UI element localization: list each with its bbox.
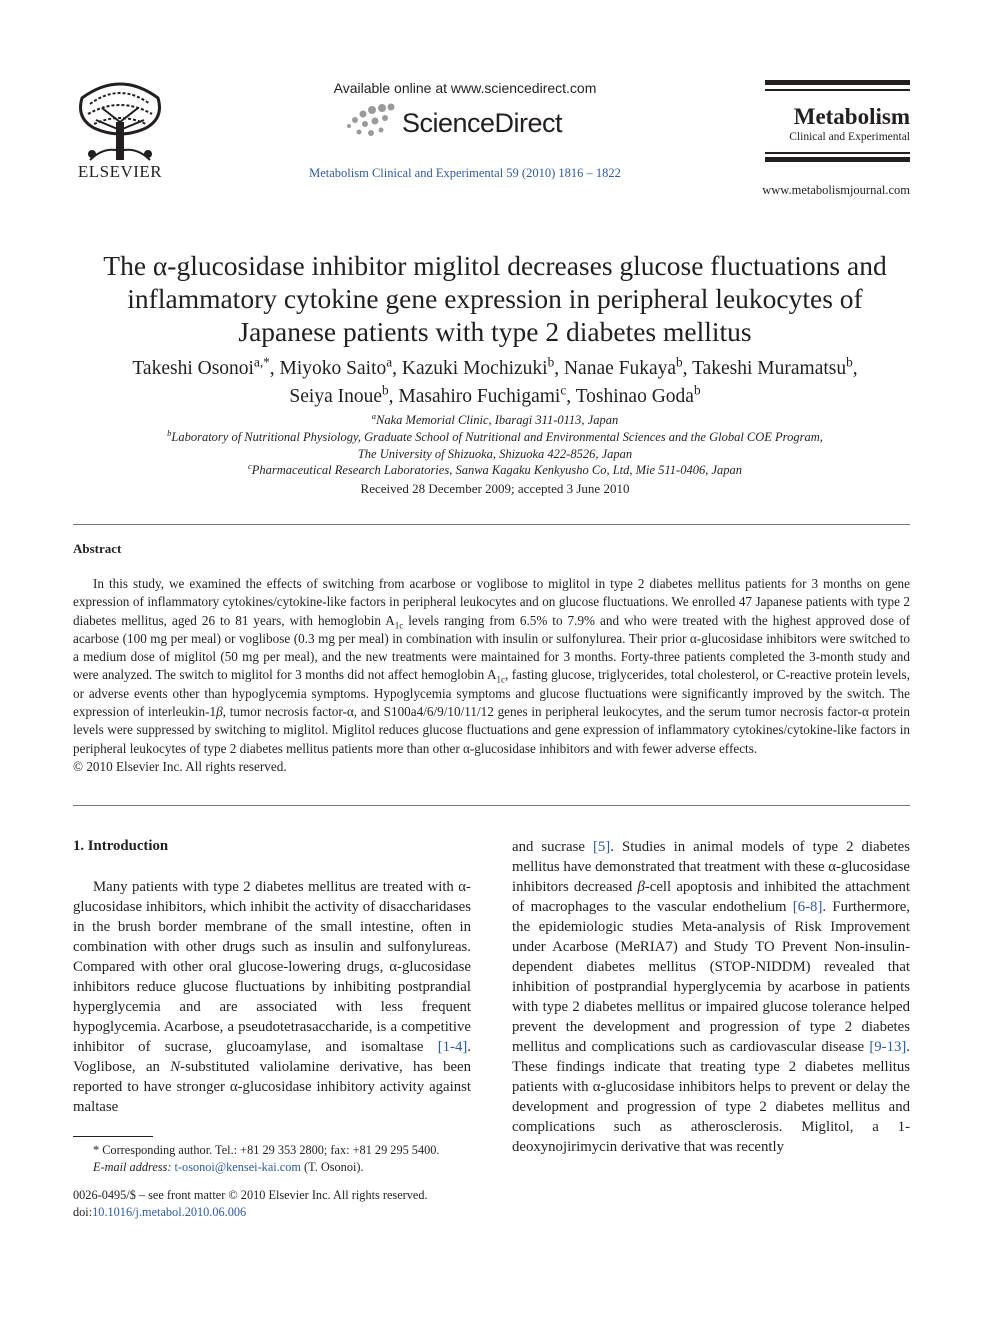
author-separator: , (388, 386, 399, 407)
body-text: . Furthermore, the epidemiologic studies Meta-analysis of Risk Improvement under Acarbose (MeRIA7) and Study TO Prevent Non-insulin-dependent diabetes mellitus (STOP-NIDDM) revealed that inhibition of postprandial hyperglycemia by acarbose in patients with type 2 diabetes mellitus or impaired glucose tolerance helped prevent the development and progression of type 2 diabetes mellitus and complications such as cardiovascular disease (512, 899, 911, 1055)
author-affil-mark: a (386, 354, 393, 370)
affil-mark: c (247, 460, 252, 471)
affil-text: Laboratory of Nutritional Physiology, Graduate School of Nutritional and Environmental Sciences and the Global COE Program, (171, 430, 823, 444)
author-name: Kazuki Mochizuki (401, 358, 548, 379)
body-text: -cell apoptosis and inhibited the attachment of macrophages to the vascular endothelium (512, 879, 910, 915)
greek-beta: β (216, 704, 223, 720)
doi-line (73, 1204, 493, 1221)
corresponding-author: * Corresponding author. Tel.: +81 29 353 2800; fax: +81 29 295 5400. (93, 1143, 440, 1157)
subscript: 1c (496, 675, 505, 686)
abstract-text: In this study, we examined the effects of switching from acarbose or voglibose to miglitol in type 2 diabetes mellitus patients for 3 months on gene expression of inflammatory cytokines/cytokine-like factors in peripheral leukocytes and on glucose fluctuations. We enrolled 47 Japanese patients with type 2 diabetes mellitus, aged 26 to 81 years, with hemoglobin A (73, 576, 910, 628)
body-text: -substituted valiolamine derivative, has been reported to have stronger α-glucosidase inhibitory activity against maltase (73, 1059, 471, 1115)
elsevier-wordmark: ELSEVIER (77, 162, 163, 181)
body-text: and sucrase (512, 839, 593, 855)
author-separator: , (392, 358, 402, 379)
divider (73, 805, 910, 806)
email-suffix: (T. Osonoi). (300, 1159, 364, 1174)
author-affil-mark: b (693, 382, 701, 398)
divider (73, 524, 910, 525)
abstract-copyright: © 2010 Elsevier Inc. All rights reserved. (73, 758, 287, 774)
abstract-paragraph (73, 575, 910, 758)
reference-link[interactable]: [1-4] (437, 1039, 468, 1055)
author-separator: , (554, 358, 564, 379)
author-list (60, 355, 930, 411)
author-name: Takeshi Muramatsu (692, 358, 847, 379)
affil-mark: b (167, 427, 172, 438)
email-link[interactable]: t-osonoi@kensei-kai.com (174, 1159, 301, 1174)
abstract-text: , fasting glucose, triglycerides, total cholesterol, or C-reactive protein levels, or adverse events other than hypoglycemia symptoms. Hypoglycemia symptoms and glucose fluctuations were significantly improved by the switch. The expression of interleukin-1 (73, 667, 910, 720)
body-text: . These findings indicate that treating type 2 diabetes mellitus patients with α-glucosidase inhibitors helps to prevent or delay the development and progression of type 2 diabetes mellitus and complications such as atherosclerosis. Miglitol, a 1-deoxynojirimycin derivative that was recently (512, 1039, 910, 1155)
affiliation-b (60, 429, 930, 462)
received-dates: Received 28 December 2009; accepted 3 June 2010 (360, 481, 630, 496)
author-affil-mark: c (560, 382, 567, 398)
body-text: . Studies in animal models of type 2 diabetes mellitus have demonstrated that treatment with these α-glucosidase inhibitors decreased (512, 839, 910, 895)
affil-mark: a (371, 410, 377, 421)
abstract-text: levels ranging from 6.5% to 7.9% and who were treated with the highest approved dose of acarbose (100 mg per meal) or voglibose (0.3 mg per meal) in combination with insulin or sulfonylurea. Their prior α-glucosidase inhibitors were switched to a medium dose of miglitol (50 mg per meal), and the new treatments were maintained for 3 months. Forty-three patients completed the 3-month study and were analyzed. The switch to miglitol for 3 months did not affect hemoglobin A (73, 612, 911, 683)
intro-paragraph-cont (512, 837, 910, 1157)
author-separator: , (269, 358, 280, 379)
email-line (73, 1159, 493, 1176)
author-name: Toshinao Goda (575, 386, 694, 407)
title-line: The α-glucosidase inhibitor miglitol decreases glucose fluctuations and (103, 250, 887, 281)
journal-name: Metabolism (793, 104, 910, 129)
abstract-heading: Abstract (73, 541, 122, 556)
title-line: inflammatory cytokine gene expression in peripheral leukocytes of (127, 283, 863, 314)
title-line: Japanese patients with type 2 diabetes mellitus (238, 316, 752, 347)
author-name: Miyoko Saito (279, 358, 387, 379)
abstract-text: , tumor necrosis factor-α, and S100a4/6/9/10/11/12 genes in peripheral leukocytes, and the serum tumor necrosis factor-α protein levels were suppressed by switching to miglitol. Miglitol reduces glucose fluctuations and gene expression of inflammatory cytokines/cytokine-like factors in peripheral leukocytes of type 2 diabetes mellitus patients more than other α-glucosidase inhibitors and with fewer adverse effects. (73, 704, 910, 756)
left-column (73, 877, 471, 1117)
italic-text: N (170, 1059, 181, 1075)
section-heading: 1. Introduction (73, 838, 169, 854)
author-name: Masahiro Fuchigami (398, 386, 561, 407)
author-separator: , (682, 358, 693, 379)
journal-subtitle: Clinical and Experimental (789, 131, 910, 143)
reference-link[interactable]: [6-8] (792, 899, 823, 915)
intro-paragraph (73, 877, 471, 1117)
doi-link[interactable]: 10.1016/j.metabol.2010.06.006 (92, 1204, 247, 1219)
greek-beta: β (637, 879, 645, 895)
author-name: Takeshi Osonoi (132, 358, 254, 379)
sciencedirect-dots-icon (345, 102, 405, 142)
reference-link[interactable]: [9-13] (869, 1039, 907, 1055)
masthead-rule (765, 89, 910, 91)
masthead-rule (765, 80, 910, 85)
subscript: 1c (394, 620, 404, 631)
email-label: E-mail address: (93, 1159, 172, 1174)
affiliation-c (60, 462, 930, 479)
doi-label: doi: (73, 1204, 93, 1219)
masthead-rule (765, 157, 910, 162)
body-text: Many patients with type 2 diabetes mellitus are treated with α-glucosidase inhibitors, which inhibit the activity of disaccharidases in the brush border membrane of the small intestine, often in combination with other drugs such as insulin and sulfonylureas. Compared with other oral glucose-lowering drugs, α-glucosidase inhibitors reduce glucose fluctuations by inhibiting postprandial hyperglycemia and are associated with less frequent hypoglycemia. Acarbose, a pseudotetrasaccharide, is a competitive inhibitor of sucrase, glucoamylase, and isomaltase (73, 879, 471, 1055)
affil-text: Pharmaceutical Research Laboratories, Sanwa Kagaku Kenkyusho Co, Ltd, Mie 511-0406, Japan (251, 463, 742, 477)
author-affil-mark: b (846, 354, 853, 370)
affil-text: Naka Memorial Clinic, Ibaragi 311-0113, Japan (376, 413, 619, 427)
article-title (60, 249, 930, 348)
sciencedirect-wordmark: ScienceDirect (402, 108, 563, 138)
affil-text: The University of Shizuoka, Shizuoka 422-8526, Japan (357, 446, 633, 461)
footnote-rule (73, 1136, 153, 1137)
author-affil-mark: a,* (253, 354, 270, 370)
issn-block (73, 1187, 493, 1220)
issn-line: 0026-0495/$ – see front matter © 2010 Elsevier Inc. All rights reserved. (73, 1188, 428, 1202)
right-column (512, 837, 910, 1157)
author-affil-mark: b (547, 354, 555, 370)
author-separator: , (566, 386, 576, 407)
masthead-rule (765, 152, 910, 154)
author-separator: , (852, 358, 858, 379)
footnote (73, 1142, 493, 1175)
author-affil-mark: b (382, 382, 389, 398)
affiliation-a (60, 412, 930, 429)
author-name: Seiya Inoue (289, 386, 383, 407)
reference-link[interactable]: [5] (592, 839, 611, 855)
body-text: . Voglibose, an (73, 1039, 471, 1075)
author-name: Nanae Fukaya (563, 358, 677, 379)
abstract-body (73, 575, 910, 776)
available-online-text: Available online at www.sciencedirect.com (333, 80, 597, 96)
author-affil-mark: b (676, 354, 683, 370)
journal-citation-link[interactable]: Metabolism Clinical and Experimental 59 (2010) 1816 – 1822 (309, 166, 621, 180)
journal-url: www.metabolismjournal.com (762, 183, 910, 197)
